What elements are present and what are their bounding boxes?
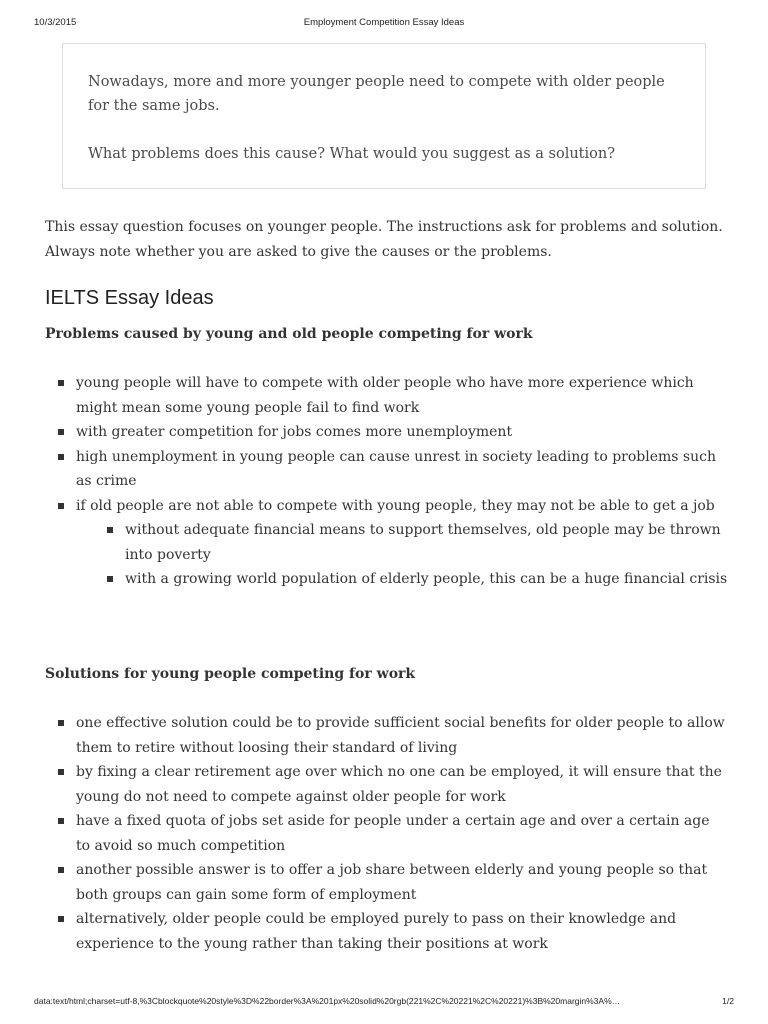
list-item: alternatively, older people could be employed purely to pass on their knowledge and experience to the young rather than taking their positions at work — [58, 907, 728, 956]
square-bullet-icon — [58, 818, 64, 824]
nested-problems-list — [76, 518, 728, 592]
square-bullet-icon — [58, 429, 64, 435]
solutions-list — [58, 711, 728, 956]
page-number: 1/2 — [722, 996, 734, 1006]
question-prompt: What problems does this cause? What would you suggest as a solution? — [88, 146, 615, 162]
print-title: Employment Competition Essay Ideas — [303, 17, 465, 28]
list-item: high unemployment in young people can cause unrest in society leading to problems such as crime — [58, 445, 728, 494]
problems-list — [58, 371, 728, 592]
list-item: if old people are not able to compete with young people, they may not be able to get a job without adequate financial means to support themselves, old people may be thrown into poverty with a growing world population of elderly people, this can be a huge financial crisis — [58, 494, 728, 592]
print-url: data:text/html;charset=utf-8,%3Cblockquote%20style%3D%22border%3A%201px%20solid%20rgb(221%2C%20221%2C%20221)%3B%20margin%3A%… — [34, 996, 621, 1006]
list-item: without adequate financial means to support themselves, old people may be thrown into poverty — [107, 518, 728, 567]
square-bullet-icon — [107, 527, 113, 533]
essay-question-blockquote — [62, 43, 706, 189]
print-footer — [34, 996, 734, 1008]
section-heading: IELTS Essay Ideas — [45, 287, 214, 309]
square-bullet-icon — [58, 867, 64, 873]
list-item: another possible answer is to offer a job share between elderly and young people so that both groups can gain some form of employment — [58, 858, 728, 907]
problems-heading: Problems caused by young and old people competing for work — [45, 326, 533, 342]
square-bullet-icon — [58, 769, 64, 775]
print-header — [34, 17, 734, 31]
square-bullet-icon — [58, 380, 64, 386]
intro-paragraph: This essay question focuses on younger people. The instructions ask for problems and solution. Always note whether you are asked to give the causes or the problems. — [45, 219, 723, 260]
question-statement: Nowadays, more and more younger people need to compete with older people for the same jobs. — [88, 74, 665, 114]
list-item: young people will have to compete with older people who have more experience which might mean some young people fail to find work — [58, 371, 728, 420]
print-date: 10/3/2015 — [34, 17, 77, 28]
square-bullet-icon — [58, 454, 64, 460]
square-bullet-icon — [58, 916, 64, 922]
list-item: by fixing a clear retirement age over which no one can be employed, it will ensure that the young do not need to compete against older people for work — [58, 760, 728, 809]
list-item: one effective solution could be to provide sufficient social benefits for older people to allow them to retire without loosing their standard of living — [58, 711, 728, 760]
solutions-heading: Solutions for young people competing for work — [45, 666, 416, 682]
list-item: have a fixed quota of jobs set aside for people under a certain age and over a certain age to avoid so much competition — [58, 809, 728, 858]
square-bullet-icon — [107, 576, 113, 582]
square-bullet-icon — [58, 720, 64, 726]
square-bullet-icon — [58, 503, 64, 509]
list-item: with a growing world population of elderly people, this can be a huge financial crisis — [107, 567, 728, 592]
list-item: with greater competition for jobs comes more unemployment — [58, 420, 728, 445]
